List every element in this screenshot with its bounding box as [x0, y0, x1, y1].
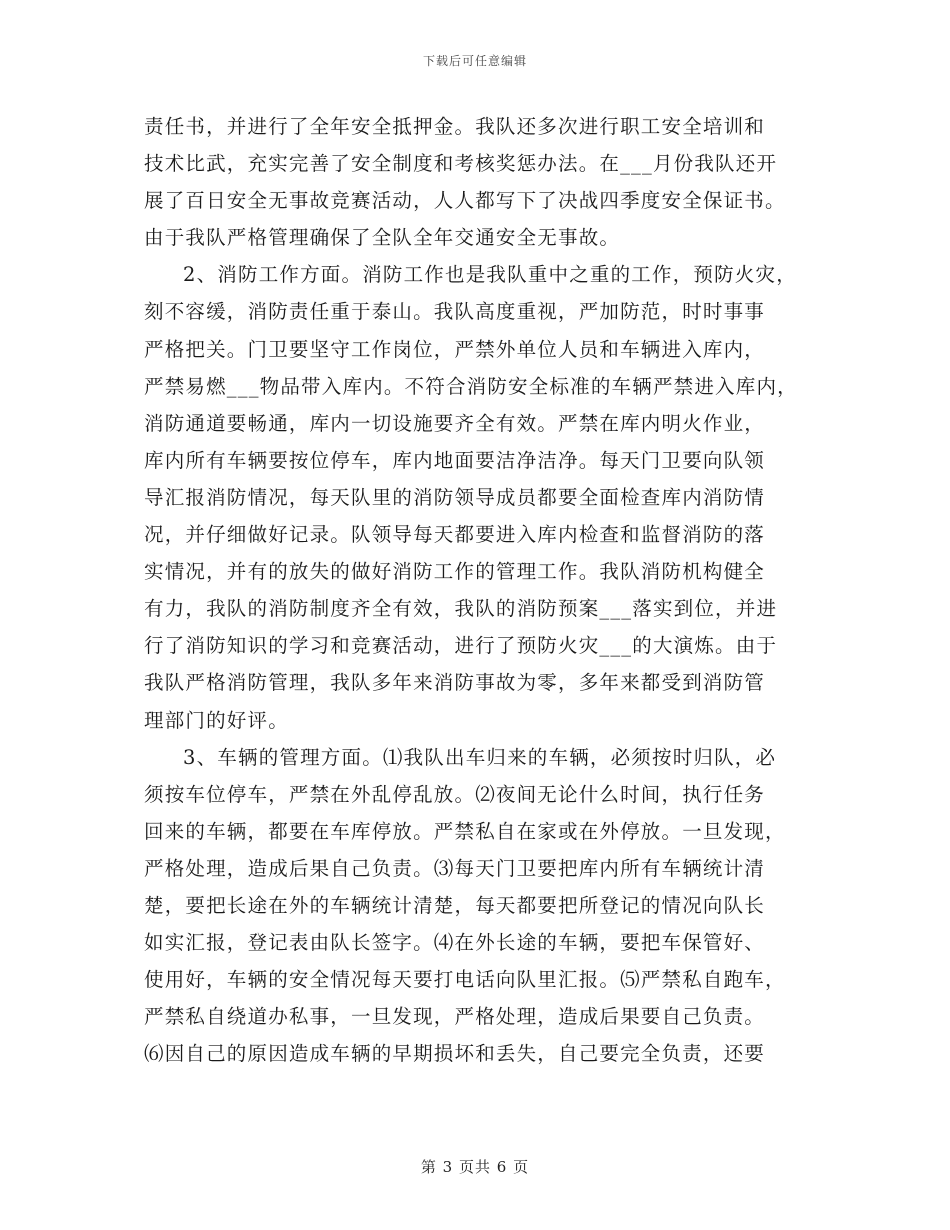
text-line: 回来的车辆，都要在车库停放。严禁私自在家或在外停放。一旦发现，: [144, 819, 786, 843]
text-line: 责任书，并进行了全年安全抵押金。我队还多次进行职工安全培训和: [144, 115, 766, 138]
text-line: 行了消防知识的学习和竞赛活动，进行了预防火灾___的大演炼。由于: [144, 634, 778, 658]
text-line: 须按车位停车，严禁在外乱停乱放。⑵夜间无论什么时间，执行任务: [144, 782, 766, 806]
text-line: 库内所有车辆要按位停车，库内地面要洁净洁净。每天门卫要向队领: [144, 448, 766, 472]
text-line: 理部门的好评。: [144, 708, 289, 732]
page-header: 下载后可任意编辑: [422, 54, 527, 68]
page-footer: 第 3 页共 6 页: [420, 1158, 530, 1176]
text-line: 导汇报消防情况，每天队里的消防领导成员都要全面检查库内消防情: [144, 485, 766, 509]
text-line: 使用好，车辆的安全情况每天要打电话向队里汇报。⑸严禁私自跑车，: [144, 968, 786, 992]
text-line: 消防通道要畅通，库内一切设施要齐全有效。严禁在库内明火作业，: [144, 411, 766, 435]
text-line: 3、车辆的管理方面。⑴我队出车归来的车辆，必须按时归队，必: [183, 745, 777, 769]
text-line: 况，并仔细做好记录。队领导每天都要进入库内检查和监督消防的落: [144, 523, 766, 547]
text-line: 实情况，并有的放失的做好消防工作的管理工作。我队消防机构健全: [144, 560, 766, 584]
text-line: 技术比武，充实完善了安全制度和考核奖惩办法。在___月份我队还开: [144, 152, 778, 176]
text-line: 展了百日安全无事故竞赛活动，人人都写下了决战四季度安全保证书。: [144, 189, 786, 213]
text-line: 刻不容缓，消防责任重于泰山。我队高度重视，严加防范，时时事事: [144, 300, 766, 324]
text-line: 由于我队严格管理确保了全队全年交通安全无事故。: [144, 226, 621, 250]
text-line: 严格把关。门卫要坚守工作岗位，严禁外单位人员和车辆进入库内，: [144, 337, 766, 361]
text-line: 我队严格消防管理，我队多年来消防事故为零，多年来都受到消防管: [144, 671, 766, 695]
text-line: 如实汇报，登记表由队长签字。⑷在外长途的车辆，要把车保管好、: [144, 931, 766, 955]
document-body: [144, 108, 824, 1072]
text-line: 严禁私自绕道办私事，一旦发现，严格处理，造成后果要自己负责。: [144, 1005, 766, 1029]
text-line: 严禁易燃___物品带入库内。不符合消防安全标准的车辆严禁进入库内，: [144, 374, 798, 398]
text-line: 2、消防工作方面。消防工作也是我队重中之重的工作，预防火灾，: [183, 263, 797, 287]
text-line: ⑹因自己的原因造成车辆的早期损坏和丢失，自己要完全负责，还要: [144, 1042, 766, 1066]
text-line: 楚，要把长途在外的车辆统计清楚，每天都要把所登记的情况向队长: [144, 893, 766, 917]
text-line: 有力，我队的消防制度齐全有效，我队的消防预案___落实到位，并进: [144, 597, 778, 621]
text-line: 严格处理，造成后果自己负责。⑶每天门卫要把库内所有车辆统计清: [144, 856, 766, 880]
